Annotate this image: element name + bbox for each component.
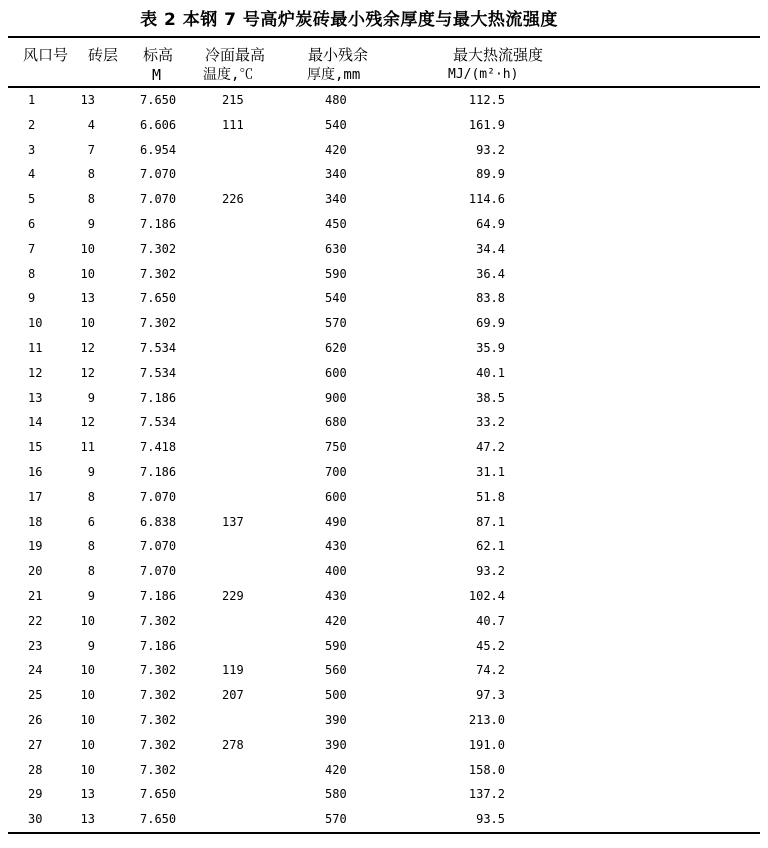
table-row bbox=[8, 286, 760, 311]
table-cell-max_heat_flux: 191.0 bbox=[468, 737, 505, 752]
table-cell-min_residual_thickness: 630 bbox=[325, 241, 347, 256]
table-header-row bbox=[8, 37, 760, 87]
table-cell-tuyere_no: 23 bbox=[28, 638, 43, 653]
column-header-min_residual_thickness bbox=[280, 37, 395, 87]
table-cell-brick_layer: 10 bbox=[80, 762, 95, 777]
table-row bbox=[8, 187, 760, 212]
table-row bbox=[8, 410, 760, 435]
table-row bbox=[8, 262, 760, 287]
table-cell-cold_face_max_temp: 137 bbox=[222, 514, 244, 529]
table-cell-elevation: 7.302 bbox=[140, 762, 177, 777]
table-cell-min_residual_thickness: 430 bbox=[325, 539, 347, 554]
table-cell-tuyere_no: 21 bbox=[28, 588, 43, 603]
table-cell-tuyere_no: 11 bbox=[28, 340, 43, 355]
table-cell-tuyere_no: 1 bbox=[28, 93, 36, 107]
table-cell-tuyere_no: 5 bbox=[28, 192, 36, 207]
column-header-line2 bbox=[80, 66, 120, 86]
table-cell-max_heat_flux: 34.4 bbox=[476, 241, 505, 256]
table-cell-elevation: 7.418 bbox=[140, 440, 177, 455]
table-cell-elevation: 7.650 bbox=[140, 787, 177, 802]
table-cell-cold_face_max_temp bbox=[185, 162, 280, 187]
table-cell-max_heat_flux: 40.1 bbox=[476, 365, 505, 380]
table-cell-min_residual_thickness: 420 bbox=[325, 613, 347, 628]
table-cell-elevation: 7.302 bbox=[140, 688, 177, 703]
table-cell-tuyere_no: 7 bbox=[28, 241, 36, 256]
table-cell-max_heat_flux: 89.9 bbox=[476, 167, 505, 182]
table-cell-elevation: 7.650 bbox=[140, 812, 177, 827]
table-header bbox=[8, 37, 760, 87]
table-cell-max_heat_flux: 33.2 bbox=[476, 415, 505, 430]
table-cell-cold_face_max_temp: 215 bbox=[222, 93, 244, 107]
table-cell-min_residual_thickness: 600 bbox=[325, 489, 347, 504]
table-row bbox=[8, 807, 760, 833]
table-cell-min_residual_thickness: 420 bbox=[325, 142, 347, 157]
column-header-line2: M bbox=[152, 66, 162, 84]
table-cell-max_heat_flux: 97.3 bbox=[476, 688, 505, 703]
table-cell-brick_layer: 8 bbox=[87, 192, 95, 207]
column-header-tuyere_no bbox=[8, 37, 80, 87]
column-header-line2: MJ/(m²·h) bbox=[448, 67, 519, 82]
table-cell-max_heat_flux: 38.5 bbox=[476, 390, 505, 405]
table-cell-brick_layer: 10 bbox=[80, 266, 95, 281]
table-cell-tuyere_no: 27 bbox=[28, 737, 43, 752]
table-cell-elevation: 7.070 bbox=[140, 539, 177, 554]
table-cell-cold_face_max_temp: 111 bbox=[222, 117, 244, 132]
table-cell-cold_face_max_temp bbox=[185, 708, 280, 733]
table-cell-min_residual_thickness: 590 bbox=[325, 638, 347, 653]
table-cell-elevation: 7.302 bbox=[140, 712, 177, 727]
table-row bbox=[8, 708, 760, 733]
column-header-line2: 厚度,mm bbox=[307, 67, 361, 83]
table-row bbox=[8, 584, 760, 609]
column-header-line1: 标高 bbox=[143, 46, 174, 64]
table-cell-tuyere_no: 25 bbox=[28, 688, 43, 703]
table-cell-brick_layer: 9 bbox=[87, 390, 95, 405]
table-cell-min_residual_thickness: 540 bbox=[325, 291, 347, 306]
table-cell-brick_layer: 13 bbox=[80, 291, 95, 306]
table-cell-cold_face_max_temp bbox=[185, 138, 280, 163]
table-cell-cold_face_max_temp bbox=[185, 634, 280, 659]
table-cell-tuyere_no: 26 bbox=[28, 712, 43, 727]
table-cell-elevation: 7.650 bbox=[140, 93, 177, 107]
table-cell-max_heat_flux: 36.4 bbox=[476, 266, 505, 281]
table-cell-tuyere_no: 24 bbox=[28, 663, 43, 678]
table-cell-cold_face_max_temp bbox=[185, 212, 280, 237]
table-cell-cold_face_max_temp bbox=[185, 336, 280, 361]
table-row bbox=[8, 559, 760, 584]
table-row bbox=[8, 510, 760, 535]
table-cell-elevation: 7.070 bbox=[140, 564, 177, 579]
table-cell-elevation: 7.534 bbox=[140, 365, 177, 380]
table-cell-min_residual_thickness: 340 bbox=[325, 192, 347, 207]
table-cell-cold_face_max_temp bbox=[185, 386, 280, 411]
table-cell-min_residual_thickness: 600 bbox=[325, 365, 347, 380]
table-cell-tuyere_no: 14 bbox=[28, 415, 43, 430]
table-row bbox=[8, 758, 760, 783]
table-cell-min_residual_thickness: 500 bbox=[325, 688, 347, 703]
table-cell-min_residual_thickness: 340 bbox=[325, 167, 347, 182]
table-cell-cold_face_max_temp bbox=[185, 435, 280, 460]
table-cell-max_heat_flux: 45.2 bbox=[476, 638, 505, 653]
table-cell-tuyere_no: 28 bbox=[28, 762, 43, 777]
table-row bbox=[8, 683, 760, 708]
table-cell-brick_layer: 8 bbox=[87, 539, 95, 554]
table-row bbox=[8, 113, 760, 138]
table-cell-brick_layer: 12 bbox=[80, 415, 95, 430]
table-cell-brick_layer: 12 bbox=[80, 340, 95, 355]
table-cell-max_heat_flux: 31.1 bbox=[476, 464, 505, 479]
table-cell-brick_layer: 10 bbox=[80, 613, 95, 628]
table-cell-cold_face_max_temp bbox=[185, 311, 280, 336]
table-row bbox=[8, 361, 760, 386]
table-cell-tuyere_no: 3 bbox=[28, 142, 36, 157]
table-cell-tuyere_no: 17 bbox=[28, 489, 43, 504]
table-row bbox=[8, 237, 760, 262]
table-cell-max_heat_flux: 69.9 bbox=[476, 316, 505, 331]
table-cell-max_heat_flux: 83.8 bbox=[476, 291, 505, 306]
table-cell-tuyere_no: 8 bbox=[28, 266, 36, 281]
table-cell-tuyere_no: 12 bbox=[28, 365, 43, 380]
table-cell-elevation: 7.534 bbox=[140, 415, 177, 430]
table-cell-brick_layer: 10 bbox=[80, 241, 95, 256]
table-cell-brick_layer: 9 bbox=[87, 638, 95, 653]
table-cell-elevation: 7.302 bbox=[140, 266, 177, 281]
data-table bbox=[8, 36, 760, 834]
table-row bbox=[8, 782, 760, 807]
column-header-line1: 冷面最高 bbox=[205, 46, 266, 64]
table-title: 表 2 本钢 7 号高炉炭砖最小残余厚度与最大热流强度 bbox=[140, 10, 558, 30]
table-cell-brick_layer: 11 bbox=[80, 440, 95, 455]
table-cell-elevation: 7.186 bbox=[140, 464, 177, 479]
table-cell-max_heat_flux: 158.0 bbox=[468, 762, 505, 777]
table-cell-brick_layer: 6 bbox=[87, 514, 95, 529]
table-cell-min_residual_thickness: 490 bbox=[325, 514, 347, 529]
table-row bbox=[8, 386, 760, 411]
table-cell-elevation: 6.838 bbox=[140, 514, 177, 529]
column-header-line1: 最大热流强度 bbox=[453, 46, 544, 64]
table-cell-max_heat_flux: 112.5 bbox=[468, 93, 505, 107]
column-header-line2 bbox=[8, 66, 80, 86]
table-cell-brick_layer: 10 bbox=[80, 737, 95, 752]
table-cell-min_residual_thickness: 390 bbox=[325, 712, 347, 727]
table-cell-min_residual_thickness: 590 bbox=[325, 266, 347, 281]
table-cell-elevation: 7.534 bbox=[140, 340, 177, 355]
table-cell-cold_face_max_temp bbox=[185, 559, 280, 584]
table-cell-brick_layer: 8 bbox=[87, 489, 95, 504]
table-cell-min_residual_thickness: 570 bbox=[325, 316, 347, 331]
table-cell-tuyere_no: 16 bbox=[28, 464, 43, 479]
table-cell-elevation: 7.302 bbox=[140, 737, 177, 752]
table-row bbox=[8, 138, 760, 163]
table-cell-brick_layer: 12 bbox=[80, 365, 95, 380]
table-cell-min_residual_thickness: 680 bbox=[325, 415, 347, 430]
table-cell-brick_layer: 13 bbox=[80, 93, 95, 107]
table-cell-brick_layer: 4 bbox=[87, 117, 95, 132]
table-cell-cold_face_max_temp bbox=[185, 286, 280, 311]
table-cell-cold_face_max_temp bbox=[185, 758, 280, 783]
table-cell-cold_face_max_temp bbox=[185, 485, 280, 510]
table-cell-elevation: 7.186 bbox=[140, 638, 177, 653]
table-cell-min_residual_thickness: 560 bbox=[325, 663, 347, 678]
table-row bbox=[8, 485, 760, 510]
table-cell-brick_layer: 10 bbox=[80, 316, 95, 331]
table-cell-cold_face_max_temp bbox=[185, 534, 280, 559]
table-cell-brick_layer: 9 bbox=[87, 588, 95, 603]
table-row bbox=[8, 435, 760, 460]
table-cell-elevation: 7.302 bbox=[140, 316, 177, 331]
table-row bbox=[8, 658, 760, 683]
table-cell-min_residual_thickness: 580 bbox=[325, 787, 347, 802]
table-cell-max_heat_flux: 114.6 bbox=[468, 192, 505, 207]
table-cell-tuyere_no: 20 bbox=[28, 564, 43, 579]
table-cell-max_heat_flux: 102.4 bbox=[468, 588, 505, 603]
table-cell-brick_layer: 13 bbox=[80, 812, 95, 827]
table-cell-cold_face_max_temp: 119 bbox=[222, 663, 244, 678]
table-cell-elevation: 7.070 bbox=[140, 489, 177, 504]
table-cell-max_heat_flux: 137.2 bbox=[468, 787, 505, 802]
table-cell-brick_layer: 9 bbox=[87, 216, 95, 231]
table-row bbox=[8, 634, 760, 659]
table-cell-tuyere_no: 10 bbox=[28, 316, 43, 331]
column-header-line1: 砖层 bbox=[87, 46, 118, 64]
table-cell-elevation: 7.650 bbox=[140, 291, 177, 306]
table-cell-tuyere_no: 15 bbox=[28, 440, 43, 455]
table-cell-min_residual_thickness: 750 bbox=[325, 440, 347, 455]
table-cell-max_heat_flux: 35.9 bbox=[476, 340, 505, 355]
table-cell-min_residual_thickness: 430 bbox=[325, 588, 347, 603]
table-cell-tuyere_no: 2 bbox=[28, 117, 36, 132]
table-cell-max_heat_flux: 161.9 bbox=[468, 117, 505, 132]
table-cell-cold_face_max_temp bbox=[185, 410, 280, 435]
table-cell-tuyere_no: 29 bbox=[28, 787, 43, 802]
table-cell-cold_face_max_temp bbox=[185, 237, 280, 262]
table-cell-cold_face_max_temp bbox=[185, 460, 280, 485]
column-header-max_heat_flux bbox=[395, 37, 760, 87]
table-cell-elevation: 7.302 bbox=[140, 613, 177, 628]
table-cell-tuyere_no: 22 bbox=[28, 613, 43, 628]
table-cell-max_heat_flux: 47.2 bbox=[476, 440, 505, 455]
table-cell-max_heat_flux: 51.8 bbox=[476, 489, 505, 504]
table-cell-max_heat_flux: 213.0 bbox=[468, 712, 505, 727]
table-cell-max_heat_flux: 62.1 bbox=[476, 539, 505, 554]
table-cell-elevation: 7.302 bbox=[140, 663, 177, 678]
table-cell-max_heat_flux: 87.1 bbox=[476, 514, 505, 529]
table-cell-tuyere_no: 30 bbox=[28, 812, 43, 827]
table-cell-tuyere_no: 18 bbox=[28, 514, 43, 529]
table-row bbox=[8, 733, 760, 758]
column-header-line1: 风口号 bbox=[23, 46, 69, 64]
table-cell-cold_face_max_temp bbox=[185, 361, 280, 386]
table-cell-cold_face_max_temp bbox=[185, 262, 280, 287]
table-cell-min_residual_thickness: 420 bbox=[325, 762, 347, 777]
table-cell-brick_layer: 8 bbox=[87, 167, 95, 182]
table-cell-max_heat_flux: 93.2 bbox=[476, 564, 505, 579]
column-header-line2: 温度,℃ bbox=[203, 67, 254, 83]
column-header-cold_face_max_temp bbox=[185, 37, 280, 87]
table-cell-brick_layer: 9 bbox=[87, 464, 95, 479]
table-cell-tuyere_no: 19 bbox=[28, 539, 43, 554]
table-cell-cold_face_max_temp bbox=[185, 609, 280, 634]
table-cell-min_residual_thickness: 900 bbox=[325, 390, 347, 405]
table-cell-cold_face_max_temp bbox=[185, 807, 280, 833]
table-row bbox=[8, 460, 760, 485]
table-row bbox=[8, 162, 760, 187]
column-header-brick_layer bbox=[80, 37, 120, 87]
column-header-line1: 最小残余 bbox=[308, 46, 369, 64]
table-cell-max_heat_flux: 93.5 bbox=[476, 812, 505, 827]
table-cell-brick_layer: 10 bbox=[80, 663, 95, 678]
table-row bbox=[8, 336, 760, 361]
table-row bbox=[8, 87, 760, 113]
table-cell-brick_layer: 13 bbox=[80, 787, 95, 802]
table-body bbox=[8, 87, 760, 833]
table-cell-elevation: 7.186 bbox=[140, 216, 177, 231]
table-cell-cold_face_max_temp: 229 bbox=[222, 588, 244, 603]
table-cell-elevation: 7.070 bbox=[140, 167, 177, 182]
table-cell-tuyere_no: 9 bbox=[28, 291, 36, 306]
table-cell-elevation: 7.186 bbox=[140, 390, 177, 405]
table-row bbox=[8, 534, 760, 559]
table-cell-max_heat_flux: 64.9 bbox=[476, 216, 505, 231]
table-cell-min_residual_thickness: 700 bbox=[325, 464, 347, 479]
table-cell-min_residual_thickness: 400 bbox=[325, 564, 347, 579]
table-cell-min_residual_thickness: 450 bbox=[325, 216, 347, 231]
table-cell-max_heat_flux: 93.2 bbox=[476, 142, 505, 157]
table-cell-tuyere_no: 13 bbox=[28, 390, 43, 405]
table-cell-tuyere_no: 6 bbox=[28, 216, 36, 231]
table-cell-cold_face_max_temp: 278 bbox=[222, 737, 244, 752]
table-cell-brick_layer: 10 bbox=[80, 712, 95, 727]
table-cell-cold_face_max_temp: 226 bbox=[222, 192, 244, 207]
table-row bbox=[8, 212, 760, 237]
table-cell-elevation: 6.606 bbox=[140, 117, 177, 132]
table-cell-elevation: 7.070 bbox=[140, 192, 177, 207]
table-cell-elevation: 7.186 bbox=[140, 588, 177, 603]
column-header-elevation bbox=[120, 37, 185, 87]
table-cell-tuyere_no: 4 bbox=[28, 167, 36, 182]
table-cell-min_residual_thickness: 570 bbox=[325, 812, 347, 827]
table-cell-elevation: 6.954 bbox=[140, 142, 177, 157]
table-cell-max_heat_flux: 40.7 bbox=[476, 613, 505, 628]
table-cell-brick_layer: 8 bbox=[87, 564, 95, 579]
table-row bbox=[8, 311, 760, 336]
table-row bbox=[8, 609, 760, 634]
table-cell-brick_layer: 7 bbox=[87, 142, 95, 157]
table-cell-brick_layer: 10 bbox=[80, 688, 95, 703]
table-cell-min_residual_thickness: 390 bbox=[325, 737, 347, 752]
table-cell-cold_face_max_temp bbox=[185, 782, 280, 807]
table-cell-elevation: 7.302 bbox=[140, 241, 177, 256]
table-cell-min_residual_thickness: 620 bbox=[325, 340, 347, 355]
table-cell-min_residual_thickness: 540 bbox=[325, 117, 347, 132]
table-cell-cold_face_max_temp: 207 bbox=[222, 688, 244, 703]
table-cell-min_residual_thickness: 480 bbox=[325, 93, 347, 107]
table-cell-max_heat_flux: 74.2 bbox=[476, 663, 505, 678]
